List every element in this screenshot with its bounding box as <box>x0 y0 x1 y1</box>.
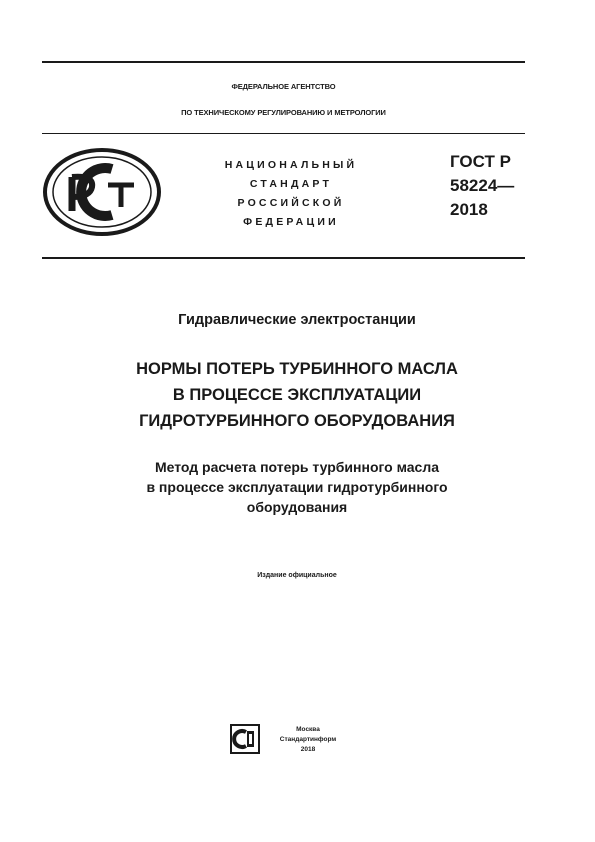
imprint <box>268 725 348 755</box>
edition-label: Издание официальное <box>257 572 337 579</box>
main-title <box>42 356 552 434</box>
sub-title-line: оборудования <box>246 499 348 515</box>
publisher-logo-icon <box>230 724 260 754</box>
main-title-line: В ПРОЦЕССЕ ЭКСПЛУАТАЦИИ <box>172 386 422 404</box>
imprint-year: 2018 <box>300 746 316 753</box>
national-line: НАЦИОНАЛЬНЫЙ <box>224 159 358 171</box>
middle-rule <box>42 133 525 134</box>
gost-r-logo-icon <box>42 147 162 237</box>
agency-line-1: ФЕДЕРАЛЬНОЕ АГЕНТСТВО <box>231 82 336 91</box>
lower-rule <box>42 257 525 259</box>
national-line: СТАНДАРТ <box>249 178 333 190</box>
national-standard-label <box>196 156 386 232</box>
standard-code <box>450 150 514 222</box>
agency-line-2: ПО ТЕХНИЧЕСКОМУ РЕГУЛИРОВАНИЮ И МЕТРОЛОГИИ <box>181 108 386 117</box>
main-title-line: НОРМЫ ПОТЕРЬ ТУРБИННОГО МАСЛА <box>136 360 458 378</box>
national-line: ФЕДЕРАЦИИ <box>243 216 339 228</box>
imprint-publisher: Стандартинформ <box>279 736 337 743</box>
top-rule <box>42 61 525 63</box>
main-title-line: ГИДРОТУРБИННОГО ОБОРУДОВАНИЯ <box>139 412 455 430</box>
pre-title: Гидравлические электростанции <box>178 312 416 328</box>
sub-title-line: в процессе эксплуатации гидротурбинного <box>146 479 448 495</box>
national-line: РОССИЙСКОЙ <box>237 197 345 209</box>
sub-title-line: Метод расчета потерь турбинного масла <box>154 459 440 475</box>
standard-code-line: 58224— <box>450 176 515 195</box>
standard-code-line: ГОСТ Р <box>450 152 511 171</box>
standard-code-line: 2018 <box>450 200 488 219</box>
imprint-city: Москва <box>296 726 320 733</box>
sub-title <box>42 457 552 517</box>
